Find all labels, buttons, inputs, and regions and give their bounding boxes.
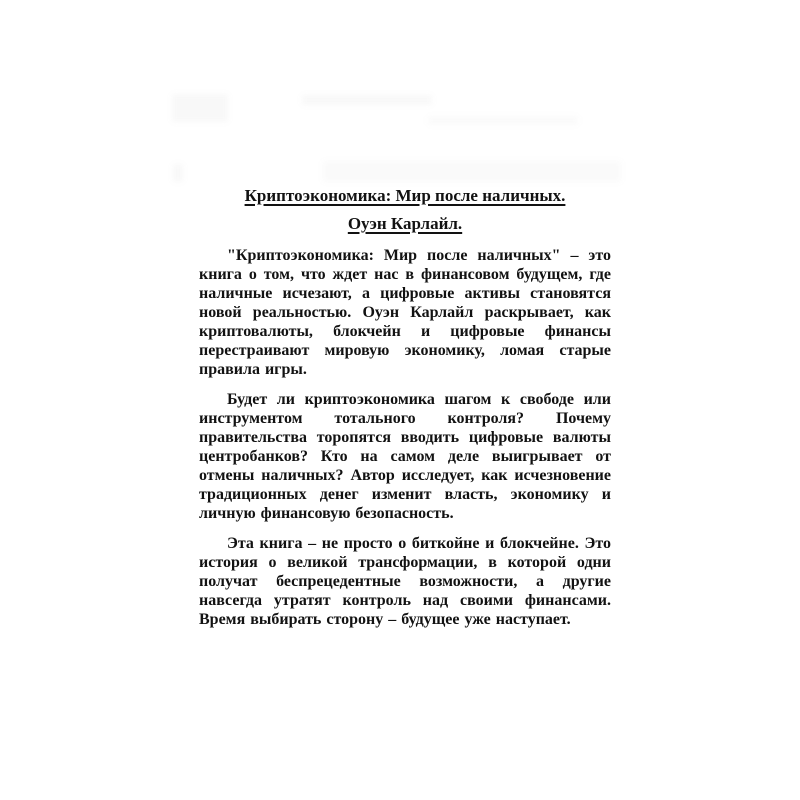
annotation-paragraph: Будет ли криптоэкономика шагом к свободе или инструментом тотального контроля? Почему правительства торопятся вводить цифровые валюты центробанков? Кто на самом деле выигрывает от отмены наличных? Автор исследует, как исчезновение традиционных денег изменит власть, экономику и личную финансовую безопасность. — [199, 391, 611, 522]
book-annotation — [199, 186, 611, 640]
scan-artifact — [302, 95, 432, 105]
scan-artifact — [173, 164, 183, 182]
scan-artifact — [428, 116, 578, 125]
scan-artifact — [172, 94, 228, 122]
annotation-paragraph: Эта книга – не просто о биткойне и блокчейне. Это история о великой трансформации, в которой одни получат беспрецедентные возможности, а другие навсегда утратят контроль над своими финансами. Время выбирать сторону – будущее уже наступает. — [199, 535, 611, 628]
annotation-paragraph: "Криптоэкономика: Мир после наличных" – это книга о том, что ждет нас в финансовом будущем, где наличные исчезают, а цифровые активы становятся новой реальностью. Оуэн Карлайл раскрывает, как криптовалюты, блокчейн и цифровые финансы перестраивают мировую экономику, ломая старые правила игры. — [199, 247, 611, 378]
book-title: Криптоэкономика: Мир после наличных. — [244, 186, 566, 205]
scan-artifact — [323, 161, 621, 182]
book-author: Оуэн Карлайл. — [347, 214, 463, 233]
